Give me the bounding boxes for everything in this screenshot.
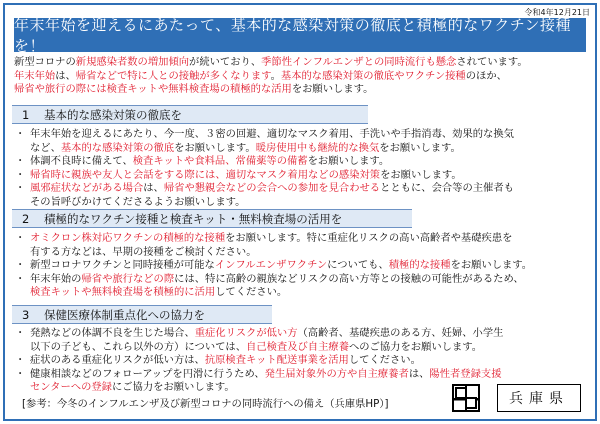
section-1-title: 基本的な感染対策の徹底を [44, 107, 182, 122]
title-banner [14, 16, 586, 55]
intro-line-3: 帰省や旅行の際には検査キットや無料検査場の積極的な活用をお願いします。 [14, 83, 374, 96]
section-3-header: 3 保健医療体制重点化への協力を [12, 305, 272, 324]
intro-paragraph [14, 56, 589, 97]
qr-code-icon[interactable] [452, 384, 480, 412]
list-item: ・ 健康相談などのフォローアップを円滑に行うため、発生届対象外の方や自主療養者は、陽性者登録支援 センターへの登録にご協力をお願いします。 [20, 368, 586, 395]
date: 令和4年12月21日 [524, 8, 590, 17]
list-item: ・ 発熱などの体調不良を生じた場合、重症化リスクが低い方（高齢者、基礎疾患のある方、妊婦、小学生 以下の子ども、これら以外の方）については、自己検査及び自主療養へのご協力をお願いします。 [20, 327, 586, 354]
section-2-list [20, 232, 586, 300]
list-item: ・ 年末年始の帰省や旅行などの際には、特に高齢の親族などリスクの高い方等との接触の可能性があるため、 検査キットや無料検査場を積極的に活用してください。 [20, 273, 586, 300]
list-item: ・ 風邪症状などがある場合は、帰省や懇親会などの会合への参加を見合わせるとともに、会合等の主催者も その旨呼びかけてくださるようお願いします。 [20, 182, 586, 209]
list-item: ・ オミクロン株対応ワクチンの積極的な接種をお願いします。特に重症化リスクの高い高齢者や基礎疾患を 有する方などは、早期の接種をご検討ください。 [20, 232, 586, 259]
list-item: ・ 年末年始を迎えるにあたり、今一度、３密の回避、適切なマスク着用、手洗いや手指消毒、効果的な換気 など、基本的な感染対策の徹底をお願いします。暖房使用中も継続的な換気をお願いします。 [20, 128, 586, 155]
list-item: ・ 体調不良時に備えて、検査キットや食料品、常備薬等の備蓄をお願いします。 [20, 155, 586, 169]
page-title: 年末年始を迎えるにあたって、基本的な感染対策の徹底と積極的なワクチン接種を！ [14, 16, 571, 55]
section-1-list [20, 128, 586, 210]
section-2-title: 積極的なワクチン接種と検査キット・無料検査場の活用を [44, 211, 343, 226]
reference-link[interactable]: [参考：今冬のインフルエンザ及び新型コロナの同時流行への備え（兵庫県HP）] [22, 398, 389, 410]
intro-line-2: 年末年始は、帰省などで特に人との接触が多くなります。基本的な感染対策の徹底やワクチン接種のほか、 [14, 69, 507, 82]
list-item: ・ 新型コロナワクチンと同時接種が可能なインフルエンザワクチンについても、積極的な接種をお願いします。 [20, 259, 586, 273]
list-item: ・ 症状のある重症化リスクが低い方は、抗原検査キット配送事業を活用してください。 [20, 354, 586, 368]
intro-line-1: 新型コロナの新規感染者数の増加傾向が続いており、季節性インフルエンザとの同時流行も懸念されています。 [14, 56, 528, 68]
section-2-header: 2 積極的なワクチン接種と検査キット・無料検査場の活用を [12, 209, 412, 228]
section-1-header: 1 基本的な感染対策の徹底を [12, 105, 368, 124]
prefecture-label: 兵庫県 [497, 384, 581, 412]
list-item: ・ 帰省時に親族や友人と会話をする際には、適切なマスク着用などの感染対策をお願いします。 [20, 169, 586, 183]
section-3-title: 保健医療体制重点化への協力を [44, 307, 205, 322]
